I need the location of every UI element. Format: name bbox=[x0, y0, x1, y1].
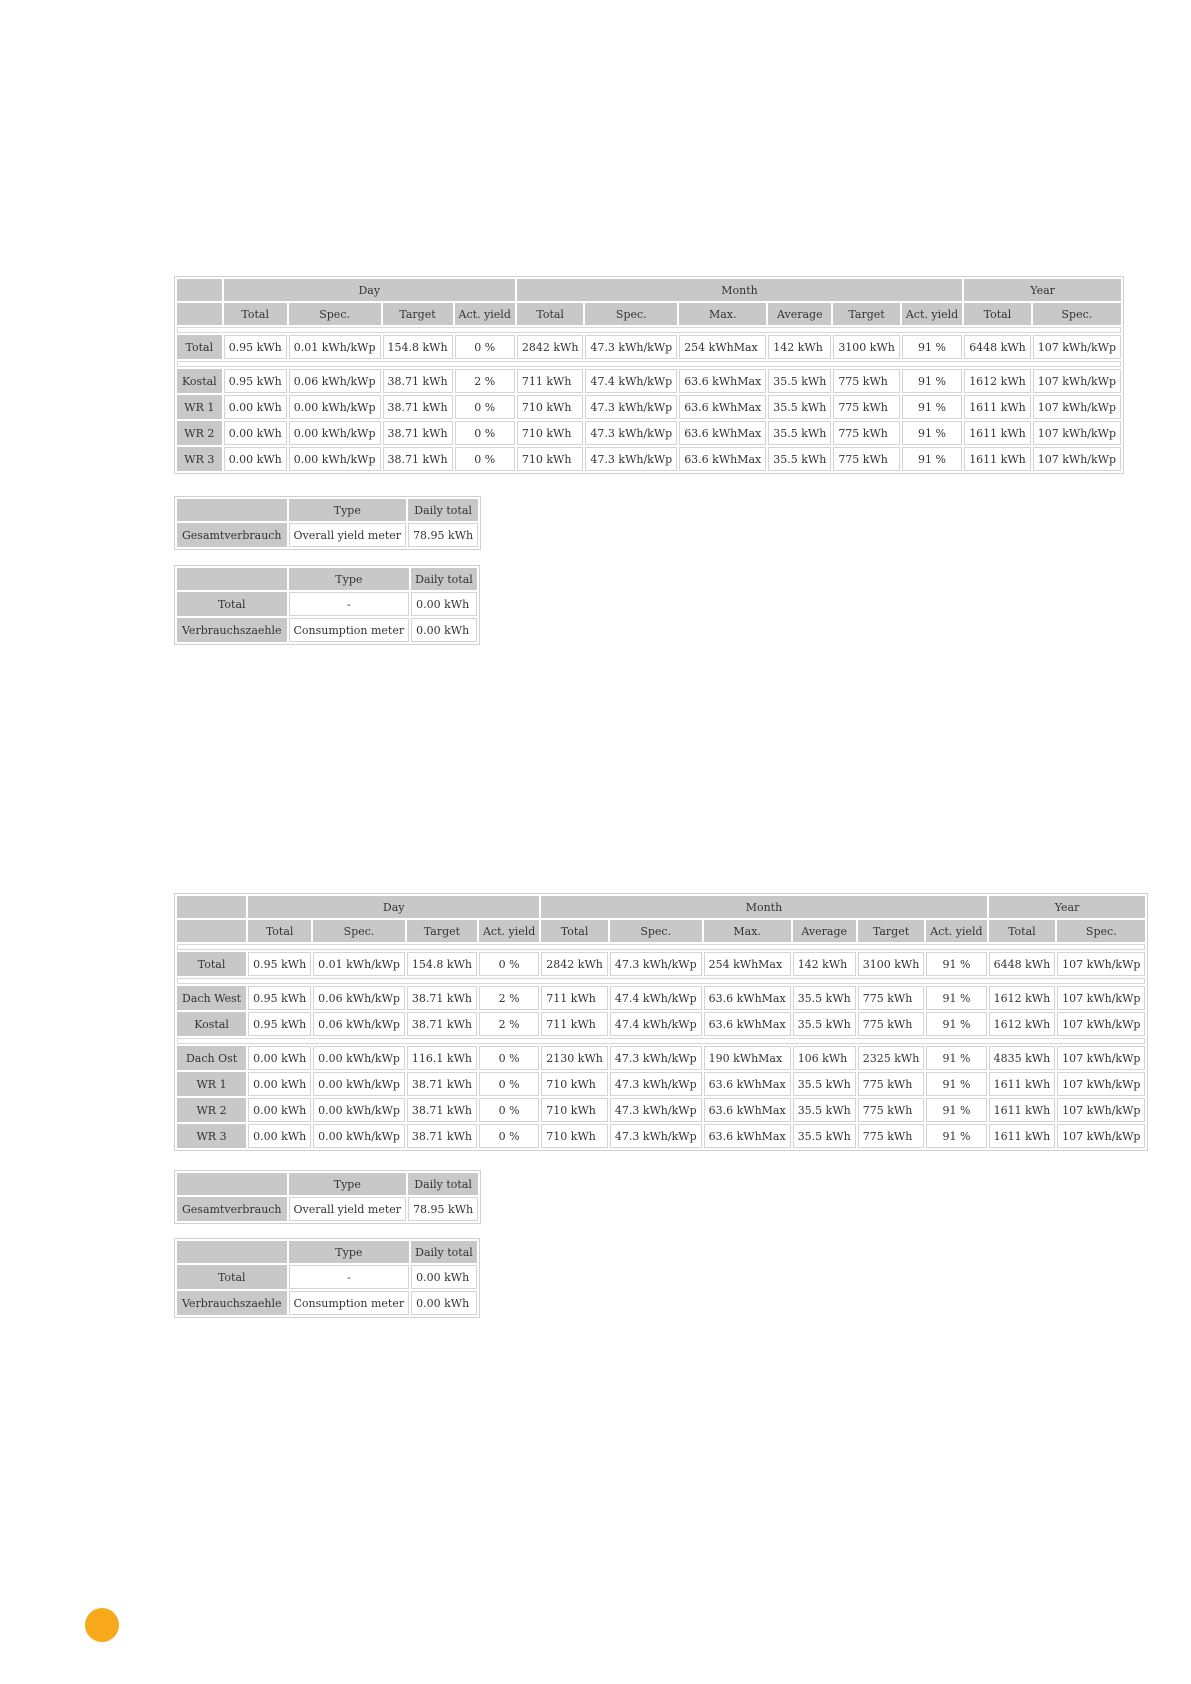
table-row bbox=[177, 1265, 477, 1289]
col-month-max: Max. bbox=[679, 303, 766, 325]
month-target-cell: 775 kWh bbox=[858, 1098, 925, 1122]
day-act-yield-cell: 0 % bbox=[479, 1072, 539, 1096]
type-cell: Consumption meter bbox=[289, 1291, 410, 1315]
year-spec-cell: 107 kWh/kWp bbox=[1057, 1098, 1145, 1122]
year-spec-cell: 107 kWh/kWp bbox=[1033, 335, 1121, 359]
month-target-cell: 3100 kWh bbox=[833, 335, 900, 359]
corner-cell bbox=[177, 1173, 287, 1195]
month-max-cell: 63.6 kWhMax bbox=[704, 986, 791, 1010]
day-act-yield-cell: 2 % bbox=[479, 986, 539, 1010]
month-spec-cell: 47.3 kWh/kWp bbox=[610, 1072, 702, 1096]
row-label: Kostal bbox=[177, 369, 222, 393]
row-label: Total bbox=[177, 592, 287, 616]
month-max-cell: 63.6 kWhMax bbox=[679, 447, 766, 471]
year-spec-cell: 107 kWh/kWp bbox=[1057, 1046, 1145, 1070]
month-total-cell: 710 kWh bbox=[541, 1124, 608, 1148]
day-total-cell: 0.95 kWh bbox=[224, 369, 287, 393]
year-spec-cell: 107 kWh/kWp bbox=[1057, 952, 1145, 976]
year-total-cell: 1612 kWh bbox=[989, 986, 1056, 1010]
month-total-cell: 710 kWh bbox=[517, 395, 584, 419]
month-target-cell: 3100 kWh bbox=[858, 952, 925, 976]
type-cell: - bbox=[289, 1265, 410, 1289]
month-max-cell: 63.6 kWhMax bbox=[679, 395, 766, 419]
day-target-cell: 116.1 kWh bbox=[407, 1046, 477, 1070]
column-header-row bbox=[177, 499, 478, 521]
day-target-cell: 38.71 kWh bbox=[407, 1124, 477, 1148]
month-average-cell: 35.5 kWh bbox=[793, 1124, 856, 1148]
day-target-cell: 38.71 kWh bbox=[407, 1072, 477, 1096]
col-month-act-yield: Act. yield bbox=[902, 303, 962, 325]
month-average-cell: 142 kWh bbox=[768, 335, 831, 359]
row-label: Total bbox=[177, 335, 222, 359]
day-spec-cell: 0.00 kWh/kWp bbox=[313, 1046, 405, 1070]
row-label: WR 2 bbox=[177, 421, 222, 445]
month-total-cell: 711 kWh bbox=[517, 369, 584, 393]
column-header-row bbox=[177, 920, 1145, 942]
daily-total-cell: 0.00 kWh bbox=[411, 1291, 477, 1315]
year-spec-cell: 107 kWh/kWp bbox=[1033, 447, 1121, 471]
col-day-target: Target bbox=[407, 920, 477, 942]
yield-meter-table-a bbox=[175, 497, 480, 549]
col-month-target: Target bbox=[858, 920, 925, 942]
col-day-spec: Spec. bbox=[313, 920, 405, 942]
month-spec-cell: 47.4 kWh/kWp bbox=[610, 986, 702, 1010]
col-day-total: Total bbox=[248, 920, 311, 942]
day-act-yield-cell: 2 % bbox=[455, 369, 515, 393]
month-total-cell: 710 kWh bbox=[517, 447, 584, 471]
spacer-cell bbox=[177, 944, 1145, 950]
day-act-yield-cell: 0 % bbox=[455, 395, 515, 419]
group-header-row bbox=[177, 896, 1145, 918]
month-spec-cell: 47.3 kWh/kWp bbox=[610, 1046, 702, 1070]
month-act-yield-cell: 91 % bbox=[902, 447, 962, 471]
row-label: WR 1 bbox=[177, 395, 222, 419]
month-spec-cell: 47.3 kWh/kWp bbox=[610, 1098, 702, 1122]
year-total-cell: 1611 kWh bbox=[989, 1098, 1056, 1122]
day-act-yield-cell: 0 % bbox=[479, 1046, 539, 1070]
month-total-cell: 710 kWh bbox=[541, 1098, 608, 1122]
row-label: WR 3 bbox=[177, 1124, 246, 1148]
day-target-cell: 38.71 kWh bbox=[407, 1012, 477, 1036]
spacer-row bbox=[177, 361, 1121, 367]
col-day-spec: Spec. bbox=[289, 303, 381, 325]
row-label: Total bbox=[177, 1265, 287, 1289]
month-spec-cell: 47.3 kWh/kWp bbox=[610, 1124, 702, 1148]
table-row bbox=[177, 369, 1121, 393]
year-total-cell: 1612 kWh bbox=[989, 1012, 1056, 1036]
month-max-cell: 63.6 kWhMax bbox=[704, 1098, 791, 1122]
day-act-yield-cell: 0 % bbox=[455, 335, 515, 359]
table-row bbox=[177, 592, 477, 616]
group-month: Month bbox=[541, 896, 986, 918]
day-total-cell: 0.95 kWh bbox=[248, 1012, 311, 1036]
col-year-spec: Spec. bbox=[1057, 920, 1145, 942]
group-year: Year bbox=[964, 279, 1121, 301]
daily-total-cell: 0.00 kWh bbox=[411, 1265, 477, 1289]
row-label: Dach Ost bbox=[177, 1046, 246, 1070]
month-total-cell: 711 kWh bbox=[541, 1012, 608, 1036]
month-max-cell: 63.6 kWhMax bbox=[679, 421, 766, 445]
daily-total-cell: 0.00 kWh bbox=[411, 592, 477, 616]
table-row bbox=[177, 523, 478, 547]
yield-meter-table-b bbox=[175, 1171, 480, 1223]
year-spec-cell: 107 kWh/kWp bbox=[1033, 369, 1121, 393]
corner-cell bbox=[177, 1241, 287, 1263]
table-row bbox=[177, 1072, 1145, 1096]
year-spec-cell: 107 kWh/kWp bbox=[1033, 421, 1121, 445]
year-total-cell: 6448 kWh bbox=[989, 952, 1056, 976]
col-month-total: Total bbox=[541, 920, 608, 942]
month-total-cell: 711 kWh bbox=[541, 986, 608, 1010]
month-spec-cell: 47.4 kWh/kWp bbox=[610, 1012, 702, 1036]
spacer-cell bbox=[177, 327, 1121, 333]
month-act-yield-cell: 91 % bbox=[926, 1046, 986, 1070]
page-marker-dot bbox=[85, 1608, 119, 1642]
month-spec-cell: 47.3 kWh/kWp bbox=[610, 952, 702, 976]
group-day: Day bbox=[248, 896, 539, 918]
month-act-yield-cell: 91 % bbox=[926, 986, 986, 1010]
row-label: Gesamtverbrauch bbox=[177, 1197, 287, 1221]
day-target-cell: 154.8 kWh bbox=[383, 335, 453, 359]
day-total-cell: 0.00 kWh bbox=[248, 1124, 311, 1148]
year-total-cell: 4835 kWh bbox=[989, 1046, 1056, 1070]
row-label: WR 1 bbox=[177, 1072, 246, 1096]
column-header-row bbox=[177, 1241, 477, 1263]
table-row bbox=[177, 952, 1145, 976]
month-target-cell: 775 kWh bbox=[858, 1124, 925, 1148]
col-type: Type bbox=[289, 1173, 407, 1195]
month-total-cell: 710 kWh bbox=[541, 1072, 608, 1096]
table-row bbox=[177, 1197, 478, 1221]
month-target-cell: 2325 kWh bbox=[858, 1046, 925, 1070]
day-spec-cell: 0.00 kWh/kWp bbox=[289, 447, 381, 471]
row-label: Total bbox=[177, 952, 246, 976]
col-daily-total: Daily total bbox=[411, 1241, 477, 1263]
month-spec-cell: 47.3 kWh/kWp bbox=[585, 335, 677, 359]
day-target-cell: 38.71 kWh bbox=[407, 986, 477, 1010]
month-act-yield-cell: 91 % bbox=[902, 369, 962, 393]
col-year-total: Total bbox=[989, 920, 1056, 942]
col-daily-total: Daily total bbox=[411, 568, 477, 590]
month-total-cell: 2842 kWh bbox=[517, 335, 584, 359]
group-month: Month bbox=[517, 279, 962, 301]
month-spec-cell: 47.4 kWh/kWp bbox=[585, 369, 677, 393]
year-spec-cell: 107 kWh/kWp bbox=[1033, 395, 1121, 419]
month-act-yield-cell: 91 % bbox=[926, 952, 986, 976]
col-month-target: Target bbox=[833, 303, 900, 325]
day-spec-cell: 0.06 kWh/kWp bbox=[313, 1012, 405, 1036]
day-spec-cell: 0.01 kWh/kWp bbox=[313, 952, 405, 976]
daily-total-cell: 78.95 kWh bbox=[408, 1197, 478, 1221]
type-cell: Overall yield meter bbox=[289, 1197, 407, 1221]
row-label: Verbrauchszaehle bbox=[177, 1291, 287, 1315]
row-label: WR 3 bbox=[177, 447, 222, 471]
spacer-cell bbox=[177, 1038, 1145, 1044]
month-average-cell: 35.5 kWh bbox=[768, 395, 831, 419]
month-total-cell: 2842 kWh bbox=[541, 952, 608, 976]
day-act-yield-cell: 0 % bbox=[455, 447, 515, 471]
col-type: Type bbox=[289, 1241, 410, 1263]
year-total-cell: 1611 kWh bbox=[964, 395, 1031, 419]
month-act-yield-cell: 91 % bbox=[926, 1072, 986, 1096]
day-spec-cell: 0.00 kWh/kWp bbox=[313, 1098, 405, 1122]
group-header-row bbox=[177, 279, 1121, 301]
year-spec-cell: 107 kWh/kWp bbox=[1057, 1124, 1145, 1148]
type-cell: Overall yield meter bbox=[289, 523, 407, 547]
group-day: Day bbox=[224, 279, 515, 301]
table-row bbox=[177, 618, 477, 642]
month-total-cell: 710 kWh bbox=[517, 421, 584, 445]
year-total-cell: 1611 kWh bbox=[964, 447, 1031, 471]
month-act-yield-cell: 91 % bbox=[926, 1012, 986, 1036]
year-spec-cell: 107 kWh/kWp bbox=[1057, 1072, 1145, 1096]
month-max-cell: 254 kWhMax bbox=[679, 335, 766, 359]
row-label: WR 2 bbox=[177, 1098, 246, 1122]
month-act-yield-cell: 91 % bbox=[926, 1124, 986, 1148]
col-daily-total: Daily total bbox=[408, 499, 478, 521]
day-act-yield-cell: 2 % bbox=[479, 1012, 539, 1036]
spacer-row bbox=[177, 1038, 1145, 1044]
table-row bbox=[177, 1098, 1145, 1122]
yield-table-a bbox=[175, 277, 1123, 473]
day-spec-cell: 0.06 kWh/kWp bbox=[313, 986, 405, 1010]
table-row bbox=[177, 395, 1121, 419]
year-total-cell: 1612 kWh bbox=[964, 369, 1031, 393]
consumption-table-a bbox=[175, 566, 479, 644]
col-month-spec: Spec. bbox=[585, 303, 677, 325]
month-spec-cell: 47.3 kWh/kWp bbox=[585, 447, 677, 471]
month-target-cell: 775 kWh bbox=[833, 447, 900, 471]
month-spec-cell: 47.3 kWh/kWp bbox=[585, 395, 677, 419]
column-header-row bbox=[177, 568, 477, 590]
year-total-cell: 1611 kWh bbox=[989, 1124, 1056, 1148]
row-label: Dach West bbox=[177, 986, 246, 1010]
day-total-cell: 0.00 kWh bbox=[224, 447, 287, 471]
col-month-act-yield: Act. yield bbox=[926, 920, 986, 942]
col-year-total: Total bbox=[964, 303, 1031, 325]
year-spec-cell: 107 kWh/kWp bbox=[1057, 986, 1145, 1010]
row-label: Verbrauchszaehle bbox=[177, 618, 287, 642]
month-act-yield-cell: 91 % bbox=[902, 421, 962, 445]
daily-total-cell: 0.00 kWh bbox=[411, 618, 477, 642]
consumption-table-b bbox=[175, 1239, 479, 1317]
col-month-average: Average bbox=[768, 303, 831, 325]
spacer-cell bbox=[177, 978, 1145, 984]
month-max-cell: 63.6 kWhMax bbox=[704, 1012, 791, 1036]
col-day-total: Total bbox=[224, 303, 287, 325]
day-spec-cell: 0.00 kWh/kWp bbox=[289, 421, 381, 445]
day-target-cell: 38.71 kWh bbox=[407, 1098, 477, 1122]
col-daily-total: Daily total bbox=[408, 1173, 478, 1195]
corner-cell bbox=[177, 303, 222, 325]
table-row bbox=[177, 1012, 1145, 1036]
year-spec-cell: 107 kWh/kWp bbox=[1057, 1012, 1145, 1036]
month-average-cell: 35.5 kWh bbox=[793, 1012, 856, 1036]
corner-cell bbox=[177, 279, 222, 301]
corner-cell bbox=[177, 920, 246, 942]
table-row bbox=[177, 447, 1121, 471]
day-target-cell: 38.71 kWh bbox=[383, 447, 453, 471]
month-max-cell: 63.6 kWhMax bbox=[704, 1072, 791, 1096]
col-month-spec: Spec. bbox=[610, 920, 702, 942]
month-target-cell: 775 kWh bbox=[833, 421, 900, 445]
column-header-row bbox=[177, 303, 1121, 325]
year-total-cell: 1611 kWh bbox=[964, 421, 1031, 445]
col-month-average: Average bbox=[793, 920, 856, 942]
day-act-yield-cell: 0 % bbox=[479, 1124, 539, 1148]
spacer-row bbox=[177, 327, 1121, 333]
month-act-yield-cell: 91 % bbox=[926, 1098, 986, 1122]
month-average-cell: 35.5 kWh bbox=[793, 986, 856, 1010]
day-target-cell: 38.71 kWh bbox=[383, 421, 453, 445]
yield-table-b bbox=[175, 894, 1147, 1150]
spacer-row bbox=[177, 978, 1145, 984]
table-row bbox=[177, 1124, 1145, 1148]
day-total-cell: 0.95 kWh bbox=[248, 986, 311, 1010]
month-act-yield-cell: 91 % bbox=[902, 395, 962, 419]
table-row bbox=[177, 421, 1121, 445]
day-spec-cell: 0.01 kWh/kWp bbox=[289, 335, 381, 359]
col-type: Type bbox=[289, 499, 407, 521]
day-target-cell: 38.71 kWh bbox=[383, 369, 453, 393]
row-label: Kostal bbox=[177, 1012, 246, 1036]
corner-cell bbox=[177, 568, 287, 590]
month-average-cell: 35.5 kWh bbox=[768, 369, 831, 393]
type-cell: Consumption meter bbox=[289, 618, 410, 642]
month-total-cell: 2130 kWh bbox=[541, 1046, 608, 1070]
corner-cell bbox=[177, 896, 246, 918]
day-total-cell: 0.00 kWh bbox=[248, 1098, 311, 1122]
table-row bbox=[177, 986, 1145, 1010]
spacer-cell bbox=[177, 361, 1121, 367]
table-row bbox=[177, 1046, 1145, 1070]
month-spec-cell: 47.3 kWh/kWp bbox=[585, 421, 677, 445]
col-month-total: Total bbox=[517, 303, 584, 325]
day-total-cell: 0.00 kWh bbox=[248, 1072, 311, 1096]
month-target-cell: 775 kWh bbox=[833, 369, 900, 393]
table-row bbox=[177, 335, 1121, 359]
month-average-cell: 142 kWh bbox=[793, 952, 856, 976]
col-day-act-yield: Act. yield bbox=[479, 920, 539, 942]
day-act-yield-cell: 0 % bbox=[479, 952, 539, 976]
day-spec-cell: 0.00 kWh/kWp bbox=[313, 1072, 405, 1096]
col-month-max: Max. bbox=[704, 920, 791, 942]
day-spec-cell: 0.06 kWh/kWp bbox=[289, 369, 381, 393]
year-total-cell: 1611 kWh bbox=[989, 1072, 1056, 1096]
day-act-yield-cell: 0 % bbox=[479, 1098, 539, 1122]
col-day-act-yield: Act. yield bbox=[455, 303, 515, 325]
column-header-row bbox=[177, 1173, 478, 1195]
month-target-cell: 775 kWh bbox=[858, 1012, 925, 1036]
type-cell: - bbox=[289, 592, 410, 616]
day-act-yield-cell: 0 % bbox=[455, 421, 515, 445]
day-spec-cell: 0.00 kWh/kWp bbox=[289, 395, 381, 419]
row-label: Gesamtverbrauch bbox=[177, 523, 287, 547]
month-max-cell: 190 kWhMax bbox=[704, 1046, 791, 1070]
corner-cell bbox=[177, 499, 287, 521]
month-average-cell: 106 kWh bbox=[793, 1046, 856, 1070]
day-target-cell: 154.8 kWh bbox=[407, 952, 477, 976]
month-target-cell: 775 kWh bbox=[833, 395, 900, 419]
group-year: Year bbox=[989, 896, 1146, 918]
day-total-cell: 0.00 kWh bbox=[224, 421, 287, 445]
col-day-target: Target bbox=[383, 303, 453, 325]
month-average-cell: 35.5 kWh bbox=[768, 447, 831, 471]
month-max-cell: 63.6 kWhMax bbox=[704, 1124, 791, 1148]
month-average-cell: 35.5 kWh bbox=[793, 1072, 856, 1096]
month-target-cell: 775 kWh bbox=[858, 1072, 925, 1096]
col-type: Type bbox=[289, 568, 410, 590]
day-total-cell: 0.95 kWh bbox=[224, 335, 287, 359]
month-target-cell: 775 kWh bbox=[858, 986, 925, 1010]
month-average-cell: 35.5 kWh bbox=[768, 421, 831, 445]
col-year-spec: Spec. bbox=[1033, 303, 1121, 325]
day-spec-cell: 0.00 kWh/kWp bbox=[313, 1124, 405, 1148]
year-total-cell: 6448 kWh bbox=[964, 335, 1031, 359]
month-max-cell: 63.6 kWhMax bbox=[679, 369, 766, 393]
month-max-cell: 254 kWhMax bbox=[704, 952, 791, 976]
day-total-cell: 0.00 kWh bbox=[248, 1046, 311, 1070]
day-target-cell: 38.71 kWh bbox=[383, 395, 453, 419]
month-average-cell: 35.5 kWh bbox=[793, 1098, 856, 1122]
table-row bbox=[177, 1291, 477, 1315]
day-total-cell: 0.00 kWh bbox=[224, 395, 287, 419]
daily-total-cell: 78.95 kWh bbox=[408, 523, 478, 547]
month-act-yield-cell: 91 % bbox=[902, 335, 962, 359]
day-total-cell: 0.95 kWh bbox=[248, 952, 311, 976]
spacer-row bbox=[177, 944, 1145, 950]
